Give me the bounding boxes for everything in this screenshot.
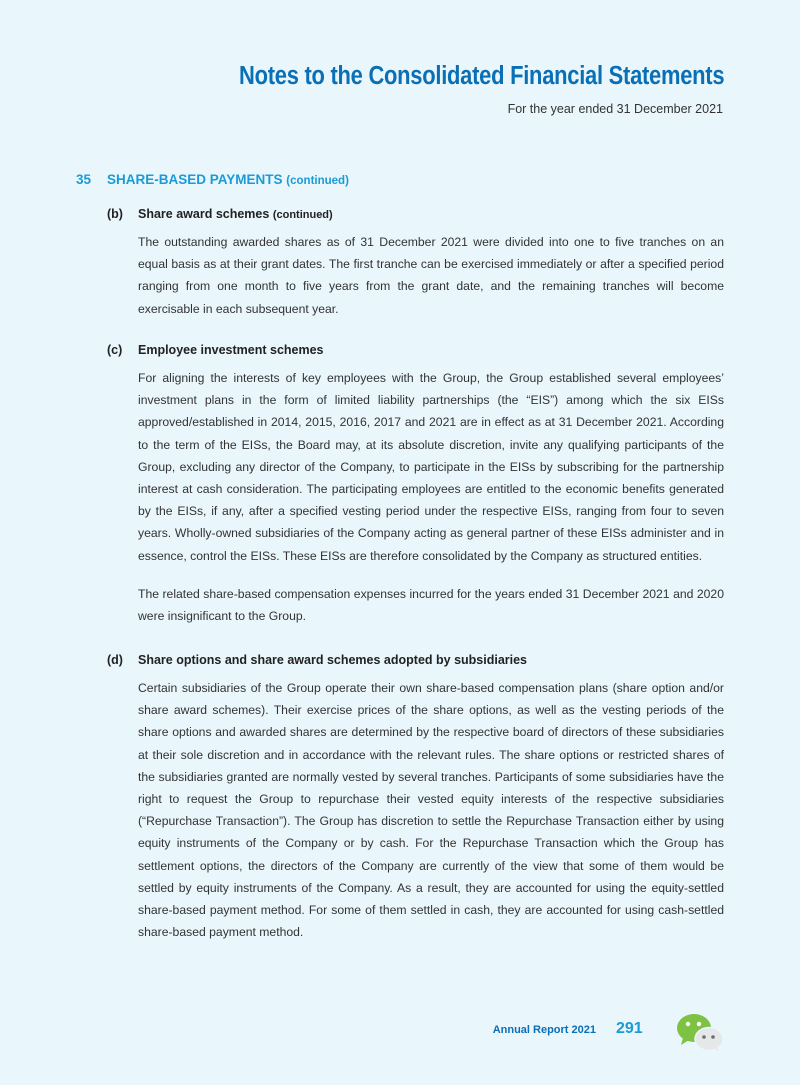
section-heading xyxy=(76,172,349,187)
page-number: 291 xyxy=(616,1020,643,1037)
subsection-letter: (b) xyxy=(107,207,123,221)
section-continued: (continued) xyxy=(286,175,349,187)
paragraph-c-1: For aligning the interests of key employees with the Group, the Group established several employees’ investment plans in the form of limited liability partnerships (the “EIS”) among which the six EISs approved/established in 2014, 2015, 2016, 2017 and 2021 are in effect as at 31 December 2021. According to the term of the EISs, the Board may, at its absolute discretion, invite any qualifying participants of the Group, excluding any director of the Company, to participate in the EISs by subscribing for the partnership interest at cash consideration. The participating employees are entitled to the economic benefits generated by the EISs, if any, after a specified vesting period under the respective EISs, ranging from four to seven years. Wholly-owned subsidiaries of the Company acting as general partner of these EISs administer and in essence, control the EISs. These EISs are therefore consolidated by the Company as structured entities. xyxy=(138,371,724,563)
subsection-letter: (c) xyxy=(107,343,123,357)
page-title: Notes to the Consolidated Financial Statements xyxy=(238,62,724,90)
paragraph-c-2: The related share-based compensation expenses incurred for the years ended 31 December 2021 and 2020 were insignificant to the Group. xyxy=(138,587,724,624)
paragraph-d-1: Certain subsidiaries of the Group operate their own share-based compensation plans (share option and/or share award schemes). Their exercise prices of the share options, as well as the vesting periods of the share options and awarded shares are determined by the respective board of directors of these subsidiaries at their sole discretion and in accordance with the relevant rules. The share options or restricted shares of the subsidiaries granted are normally vested by several tranches. Participants of some subsidiaries have the right to request the Group to repurchase their vested equity interests of the respective subsidiaries (“Repurchase Transaction”). The Group has discretion to settle the Repurchase Transaction either by using equity instruments of the Company or by cash. For the Repurchase Transaction which the Group has settlement options, the directors of the Company are currently of the view that some of them would be settled by equity instruments of the Company. As a result, they are accounted for using the equity-settled share-based payment method. For some of them settled in cash, they are accounted for using cash-settled share-based payment method. xyxy=(138,681,724,940)
subsection-heading-b xyxy=(107,207,333,221)
subsection-continued: (continued) xyxy=(272,209,333,221)
paragraph-b-1: The outstanding awarded shares as of 31 December 2021 were divided into one to five tranches on an equal basis as at their grant dates. The first tranche can be exercised immediately or after a specified period ranging from one month to five years from the grant date, and the remaining tranches will become exercisable in each subsequent year. xyxy=(138,235,724,316)
subsection-title: Employee investment schemes xyxy=(138,343,324,357)
page-subtitle: For the year ended 31 December 2021 xyxy=(507,102,723,116)
subsection-heading-d xyxy=(107,653,527,667)
subsection-title: Share options and share award schemes adopted by subsidiaries xyxy=(138,653,528,667)
subsection-title: Share award schemes xyxy=(138,207,270,221)
section-title: SHARE-BASED PAYMENTS xyxy=(107,172,283,187)
subsection-heading-c xyxy=(107,343,324,357)
section-number: 35 xyxy=(76,172,92,187)
footer-label: Annual Report 2021 xyxy=(492,1024,596,1036)
subsection-letter: (d) xyxy=(107,653,123,667)
wechat-logo-icon xyxy=(675,1011,725,1053)
